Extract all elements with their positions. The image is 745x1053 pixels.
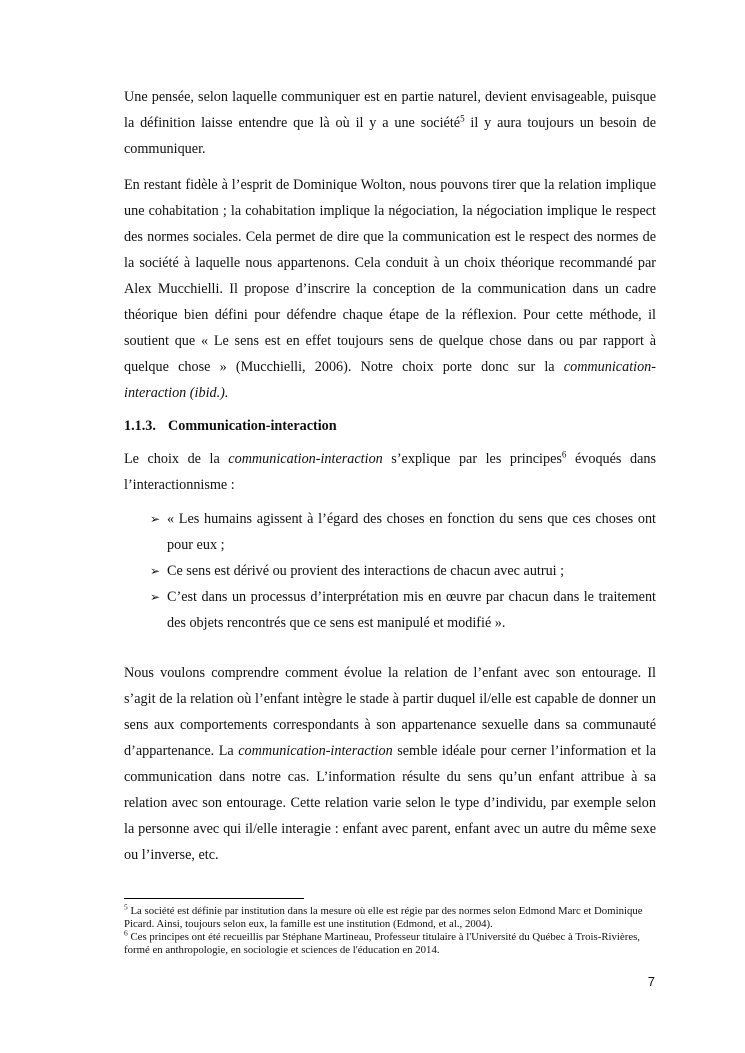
list-item <box>150 506 656 558</box>
arrow-bullet-icon: ➢ <box>150 564 161 578</box>
page-number: 7 <box>647 974 655 989</box>
paragraph-3-text-c: évoqués dans l’interactionnisme : <box>124 451 657 493</box>
footnote-6 <box>124 928 656 957</box>
paragraph-4 <box>124 660 656 868</box>
paragraph-3-italic: communication-interaction <box>228 451 383 467</box>
paragraph-4-italic: communication-interaction <box>238 743 393 759</box>
paragraph-2-text: En restant fidèle à l’esprit de Dominique Wolton, nous pouvons tirer que la relation implique une cohabitation ; la cohabitation implique la négociation, la négociation implique le respect des normes sociales. Cela permet de dire que la communication est le respect des normes de la société à laquelle nous appartenons. Cela conduit à un choix théorique recommandé par Alex Mucchielli. Il propose d’inscrire la conception de la communication dans un cadre théorique bien défini pour défendre chaque étape de la réflexion. Pour cette méthode, il soutient que « Le sens est en effet toujours sens de quelque chose dans ou par rapport à quelque chose » (Mucchielli, 2006). Notre choix porte donc sur la <box>124 177 656 375</box>
footnote-text: La société est définie par institution dans la mesure où elle est régie par des normes selon Edmond Marc et Dominique Picard. Ainsi, toujours selon eux, la famille est une institution (Edmond, et al., 2004). <box>124 905 643 930</box>
paragraph-2-italic: communication-interaction (ibid.). <box>124 359 656 401</box>
page-body <box>124 84 656 868</box>
footnote-ref-6[interactable]: 6 <box>561 449 567 460</box>
paragraph-3-text-b: s’explique par les principes <box>382 451 562 467</box>
paragraph-1 <box>124 84 656 162</box>
arrow-bullet-icon: ➢ <box>150 590 161 604</box>
footnotes <box>124 898 656 957</box>
list-item-text: C’est dans un processus d’interprétation mis en œuvre par chacun dans le traitement des objets rencontrés que ce sens est manipulé et modifié ». <box>167 589 656 631</box>
footnote-number: 6 <box>124 928 128 938</box>
footnote-text: Ces principes ont été recueillis par Stéphane Martineau, Professeur titulaire à l'Université du Québec à Trois-Rivières, formé en anthropologie, en sociologie et sciences de l'éducation en 2014. <box>124 931 641 956</box>
section-number: 1.1.3. <box>124 418 156 434</box>
paragraph-2 <box>124 172 656 406</box>
list-item-text: Ce sens est dérivé ou provient des interactions de chacun avec autrui ; <box>167 563 565 579</box>
footnote-5 <box>124 902 656 931</box>
paragraph-1-text-b: il y aura toujours un besoin de communiquer. <box>124 115 657 157</box>
section-heading <box>124 416 656 436</box>
arrow-bullet-icon: ➢ <box>150 512 161 526</box>
principles-list <box>124 506 656 636</box>
section-title: Communication-interaction <box>168 418 337 434</box>
footnote-ref-5[interactable]: 5 <box>460 113 465 124</box>
list-item <box>150 584 656 636</box>
list-item-text: « Les humains agissent à l’égard des choses en fonction du sens que ces choses ont pour eux ; <box>167 511 656 553</box>
footnote-divider <box>124 898 304 899</box>
list-item <box>150 558 656 584</box>
paragraph-4-text-b: semble idéale pour cerner l’information et la communication dans notre cas. L’information résulte du sens qu’un enfant attribue à sa relation avec son entourage. Cette relation varie selon le type d’individu, par exemple selon la personne avec qui il/elle interagie : enfant avec parent, enfant avec un autre du même sexe ou l’inverse, etc. <box>124 743 657 863</box>
paragraph-3 <box>124 446 656 498</box>
paragraph-3-text-a: Le choix de la <box>124 451 229 467</box>
paragraph-1-text-a: Une pensée, selon laquelle communiquer est en partie naturel, devient envisageable, puisque la définition laisse entendre que là où il y a une société <box>124 89 656 131</box>
footnote-number: 5 <box>124 902 128 912</box>
paragraph-4-text-a: Nous voulons comprendre comment évolue la relation de l’enfant avec son entourage. Il s’agit de la relation où l’enfant intègre le stade à partir duquel il/elle est capable de donner un sens aux comportements correspondants à son appartenance sexuelle dans sa communauté d’appartenance. La <box>124 665 656 759</box>
